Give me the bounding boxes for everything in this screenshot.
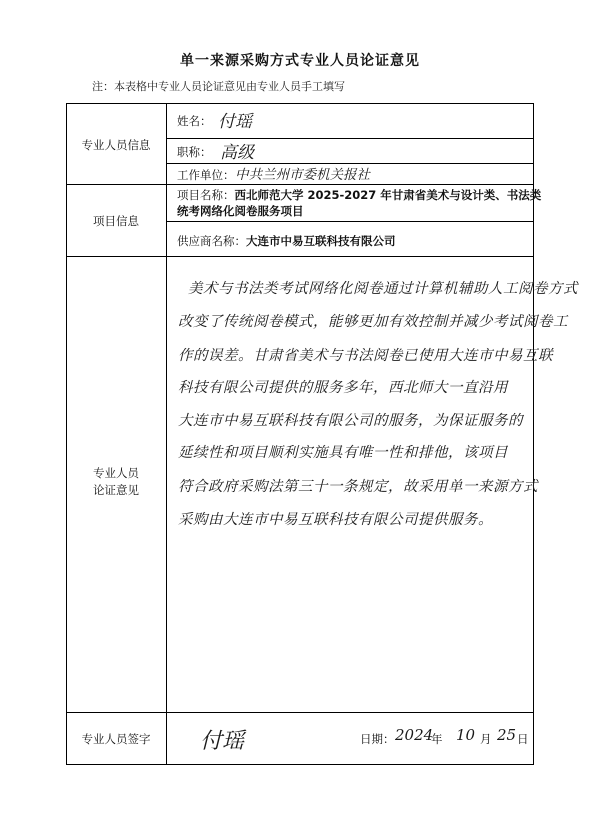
- opinion-label-line2: 论证意见: [93, 483, 139, 497]
- table-column-divider: [166, 103, 167, 765]
- date-year-unit: 年: [431, 732, 443, 746]
- unit-field-value: 中共兰州市委机关报社: [235, 167, 370, 183]
- opinion-line: 符合政府采购法第三十一条规定，故采用单一来源方式: [178, 479, 538, 495]
- signature-handwritten: 付瑶: [200, 729, 245, 754]
- name-field-value: 付瑶: [218, 112, 252, 132]
- date-day: 25: [497, 726, 517, 744]
- opinion-line: 作的误差。甘肃省美术与书法阅卷已使用大连市中易互联: [178, 348, 553, 364]
- table-divider: [66, 256, 534, 257]
- opinion-line: 大连市中易互联科技有限公司的服务，为保证服务的: [178, 413, 523, 429]
- title-field-value: 高级: [220, 143, 254, 163]
- date-year: 2024: [395, 726, 434, 744]
- expert-info-label: 专业人员信息: [81, 138, 151, 152]
- opinion-line: 科技有限公司提供的服务多年，西北师大一直沿用: [178, 380, 508, 396]
- project-info-label: 项目信息: [93, 214, 139, 228]
- table-border-left: [66, 103, 67, 765]
- opinion-line: 延续性和项目顺利实施具有唯一性和排他，该项目: [178, 445, 508, 461]
- supplier-name-label: 供应商名称：: [177, 234, 246, 248]
- table-border-top: [66, 103, 534, 104]
- supplier-name-value: 大连市中易互联科技有限公司: [246, 234, 396, 248]
- title-field-label: 职称：: [177, 145, 212, 159]
- project-name: [177, 187, 547, 219]
- opinion-line: 改变了传统阅卷模式，能够更加有效控制并减少考试阅卷工: [178, 314, 568, 330]
- unit-field-label: 工作单位：: [177, 168, 235, 182]
- project-name-value: 西北师范大学 2025-2027 年甘肃省美术与设计类、书法类统考网络化阅卷服务项目: [177, 188, 542, 218]
- form-note: 注：本表格中专业人员论证意见由专业人员手工填写: [92, 80, 345, 93]
- signature-label: 专业人员签字: [81, 732, 151, 746]
- table-divider: [66, 184, 534, 185]
- table-divider: [66, 712, 534, 713]
- opinion-label-line1: 专业人员: [93, 466, 139, 480]
- supplier-name: [177, 233, 396, 249]
- project-name-label: 项目名称：: [177, 188, 235, 202]
- date-label: 日期：: [360, 732, 395, 746]
- table-border-bottom: [66, 764, 534, 765]
- date-month-unit: 月: [480, 732, 492, 746]
- opinion-line: 美术与书法类考试网络化阅卷通过计算机辅助人工阅卷方式: [188, 281, 578, 297]
- opinion-label: [66, 465, 166, 499]
- page-title: 单一来源采购方式专业人员论证意见: [180, 53, 420, 69]
- date-month: 10: [456, 726, 476, 744]
- date-day-unit: 日: [517, 732, 529, 746]
- name-field-label: 姓名：: [177, 114, 212, 128]
- opinion-line: 采购由大连市中易互联科技有限公司提供服务。: [178, 512, 493, 528]
- table-divider: [166, 221, 534, 222]
